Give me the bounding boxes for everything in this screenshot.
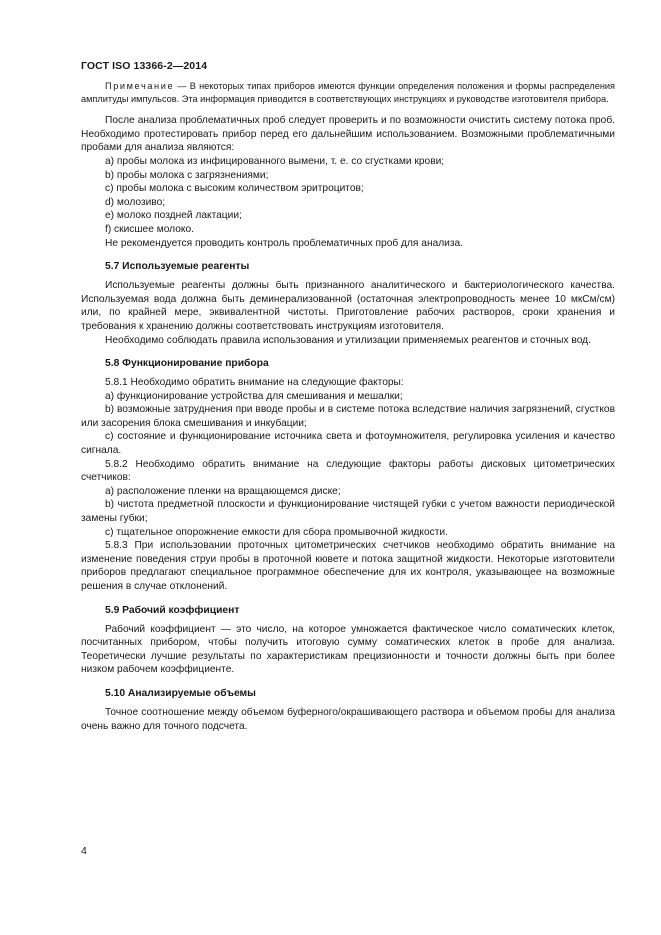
section-title-5-9: 5.9 Рабочий коэффициент — [105, 604, 240, 616]
list-item: b) чистота предметной плоскости и функционирование чистящей губки с учетом важности периодической замены губки; — [81, 499, 615, 525]
section-5-7-paragraph: Необходимо соблюдать правила использования и утилизации применяемых реагентов и сточных вод. — [105, 334, 591, 346]
note-text: — В некоторых типах приборов имеются функции определения положения и формы распределения амплитуды импульсов. Эта информация приводится в соответствующих инструкциях и руководстве изготовителя прибора. — [81, 81, 615, 104]
list-item: a) расположение пленки на вращающемся диске; — [105, 485, 341, 497]
page-number: 4 — [81, 845, 87, 857]
clause-5-8-3: 5.8.3 При использовании проточных цитометрических счетчиков необходимо обратить внимание на изменение поведения струи пробы в проточной кювете и потока защитной жидкости. Некоторые изготовители приборов предлагают специальное программное обеспечение для их контроля, указывающее на возможные решения в случае отклонений. — [81, 540, 615, 592]
list-item: a) функционирование устройства для смешивания и мешалки; — [105, 390, 403, 402]
clause-5-8-2: 5.8.2 Необходимо обратить внимание на следующие факторы работы дисковых цитометрических счетчиков: — [81, 458, 615, 484]
list-item: c) пробы молока с высоким количеством эритроцитов; — [105, 183, 364, 195]
section-5-9-paragraph: Рабочий коэффициент — это число, на которое умножается фактическое число соматических клеток, посчитанных прибором, чтобы получить итоговую сумму соматических клеток в пробе для анализа. Теоретически лучшие результаты по характеристикам прецизионности и точности должны быть при более низком рабочем коэффициенте. — [81, 623, 615, 676]
section-title-5-10: 5.10 Анализируемые объемы — [105, 687, 256, 699]
list-item: b) возможные затруднения при вводе пробы и в системе потока вследствие наличия загрязнений, сгустков или засорения блока смешивания и инкубации; — [81, 404, 615, 429]
section-title-5-8: 5.8 Функционирование прибора — [105, 358, 269, 370]
clause-5-8-1: 5.8.1 Необходимо обратить внимание на следующие факторы: — [105, 377, 404, 389]
intro-paragraph: После анализа проблематичных проб следует проверить и по возможности очистить систему потока проб. Необходимо протестировать прибор перед его дальнейшим использованием. Возможными проблематичными пробами для анализа являются: — [81, 115, 615, 154]
document-code: ГОСТ ISO 13366-2—2014 — [81, 60, 208, 72]
list-item: b) пробы молока с загрязнениями; — [105, 169, 269, 181]
list-item: f) скисшее молоко. — [105, 223, 194, 235]
page-body — [81, 80, 615, 733]
note-paragraph — [81, 80, 615, 105]
section-title-5-7: 5.7 Используемые реагенты — [105, 261, 250, 273]
note-label: Примечание — [105, 81, 175, 91]
list-item: e) молоко поздней лактации; — [105, 210, 242, 222]
section-5-10-paragraph: Точное соотношение между объемом буферного/окрашивающего раствора и объемом пробы для анализа очень важно для точного подсчета. — [81, 706, 615, 732]
list-item: c) тщательное опорожнение емкости для сбора промывочной жидкости. — [105, 526, 448, 538]
section-5-7-paragraph: Используемые реагенты должны быть признанного аналитического и бактериологического качества. Используемая вода должна быть деминерализованной (остаточная электропроводность менее 10 мкСм/см) или, по крайней мере, эквивалентной чистоты. Приготовление рабочих растворов, сроки хранения и требования к хранению должны соответствовать инструкциям изготовителя. — [81, 280, 615, 332]
list-item: c) состояние и функционирование источника света и фотоумножителя, регулировка усиления и качество сигнала. — [81, 431, 615, 457]
intro-closing: Не рекомендуется проводить контроль проблематичных проб для анализа. — [105, 237, 464, 249]
list-item: d) молозиво; — [105, 196, 166, 208]
list-item: a) пробы молока из инфицированного вымени, т. е. со сгустками крови; — [105, 155, 445, 167]
